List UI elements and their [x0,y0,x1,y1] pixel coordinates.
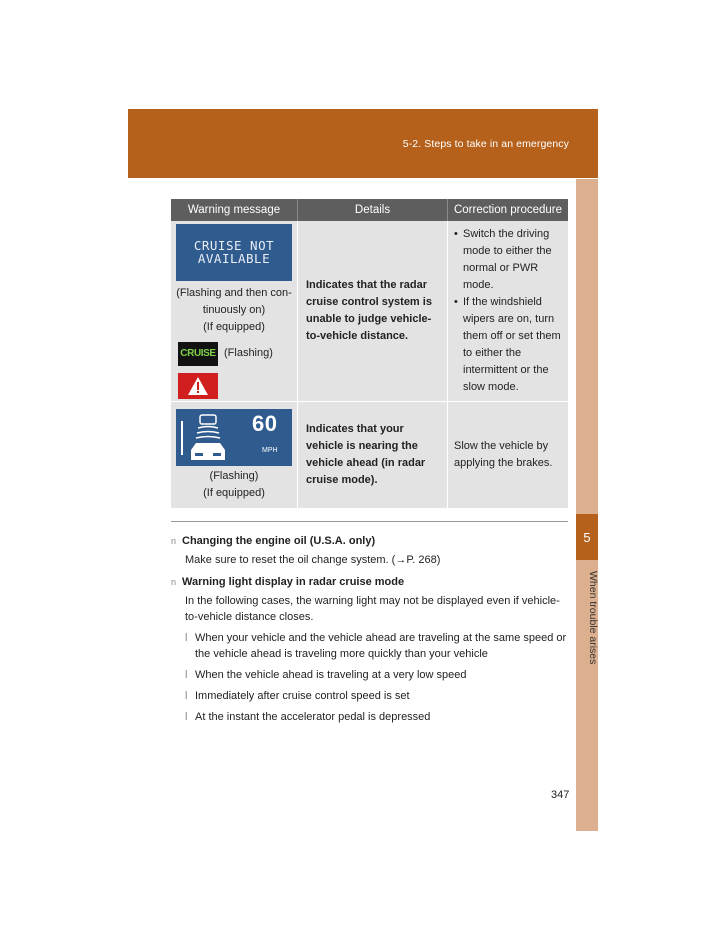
caption: (If equipped) [203,486,265,499]
warning-cell [171,221,298,402]
correction-list [454,226,562,396]
warning-table [171,199,568,509]
chapter-label: When trouble arises [587,571,599,665]
list-marker: l [185,632,188,644]
note-heading [171,574,571,590]
details-cell: Indicates that your vehicle is nearing the vehicle ahead (in radar cruise mode). [298,402,448,509]
list-item [171,688,571,704]
list-item-text: When the vehicle ahead is traveling at a very low speed [195,669,467,681]
note-marker: n [171,577,177,587]
notes-section [171,533,571,725]
vehicle-distance-icon [176,409,246,466]
section-title: 5-2. Steps to take in an emergency [402,138,569,150]
caption: (Flashing) [209,469,259,482]
list-item [171,630,571,662]
list-marker: l [185,690,188,702]
chapter-number: 5 [583,530,591,545]
note-title: Changing the engine oil (U.S.A. only) [182,535,376,547]
list-item-text: Immediately after cruise control speed is set [195,690,410,702]
correction-cell [448,221,569,402]
section-header [128,109,598,178]
list-item [171,667,571,683]
table-row [171,402,568,509]
table-row [171,221,568,402]
note-body: Make sure to reset the oil change system. (→P. 268) [185,554,441,566]
note-heading [171,533,571,549]
header-details: Details [298,199,448,221]
warning-cell [171,402,298,509]
cruise-indicator-row [178,342,296,366]
flashing-label: (Flashing) [224,347,273,359]
chapter-side-tab [576,179,598,831]
note-body: In the following cases, the warning light may not be displayed even if vehicle-to-vehicle distance closes. [185,595,560,623]
display-line: AVAILABLE [197,251,271,266]
speed-value: 60 [252,410,278,436]
list-item-text: When your vehicle and the vehicle ahead are traveling at the same speed or the vehicle ahead is traveling more quickly than your vehicle [195,632,567,660]
header-warning-message: Warning message [171,199,298,221]
list-marker: l [185,669,188,681]
list-item [171,709,571,725]
cruise-not-available-display [176,224,292,281]
distance-warning-display [176,409,292,466]
header-correction: Correction procedure [448,199,569,221]
correction-cell: Slow the vehicle by applying the brakes. [448,402,569,509]
page-number: 347 [551,789,570,801]
divider [171,521,568,522]
speed-unit: MPH [262,446,278,454]
caption: (If equipped) [203,320,265,333]
list-marker: l [185,711,188,723]
list-item-text: At the instant the accelerator pedal is depressed [195,711,431,723]
caption: (Flashing and then con- [176,286,292,299]
display-line: CRUISE NOT [193,238,275,253]
list-item: • If the windshield wipers are on, turn them off or set them to either the intermittent or the slow mode. [454,294,562,396]
table-header-row [171,199,568,221]
cruise-indicator-icon: CRUISE [178,342,218,366]
list-item: • Switch the driving mode to either the normal or PWR mode. [454,226,562,294]
note-title: Warning light display in radar cruise mode [182,576,405,588]
chapter-number-box [576,514,598,560]
note-marker: n [171,536,177,546]
details-cell: Indicates that the radar cruise control system is unable to judge vehicle-to-vehicle distance. [298,221,448,402]
caption: tinuously on) [202,303,266,316]
warning-triangle-icon [178,373,218,399]
